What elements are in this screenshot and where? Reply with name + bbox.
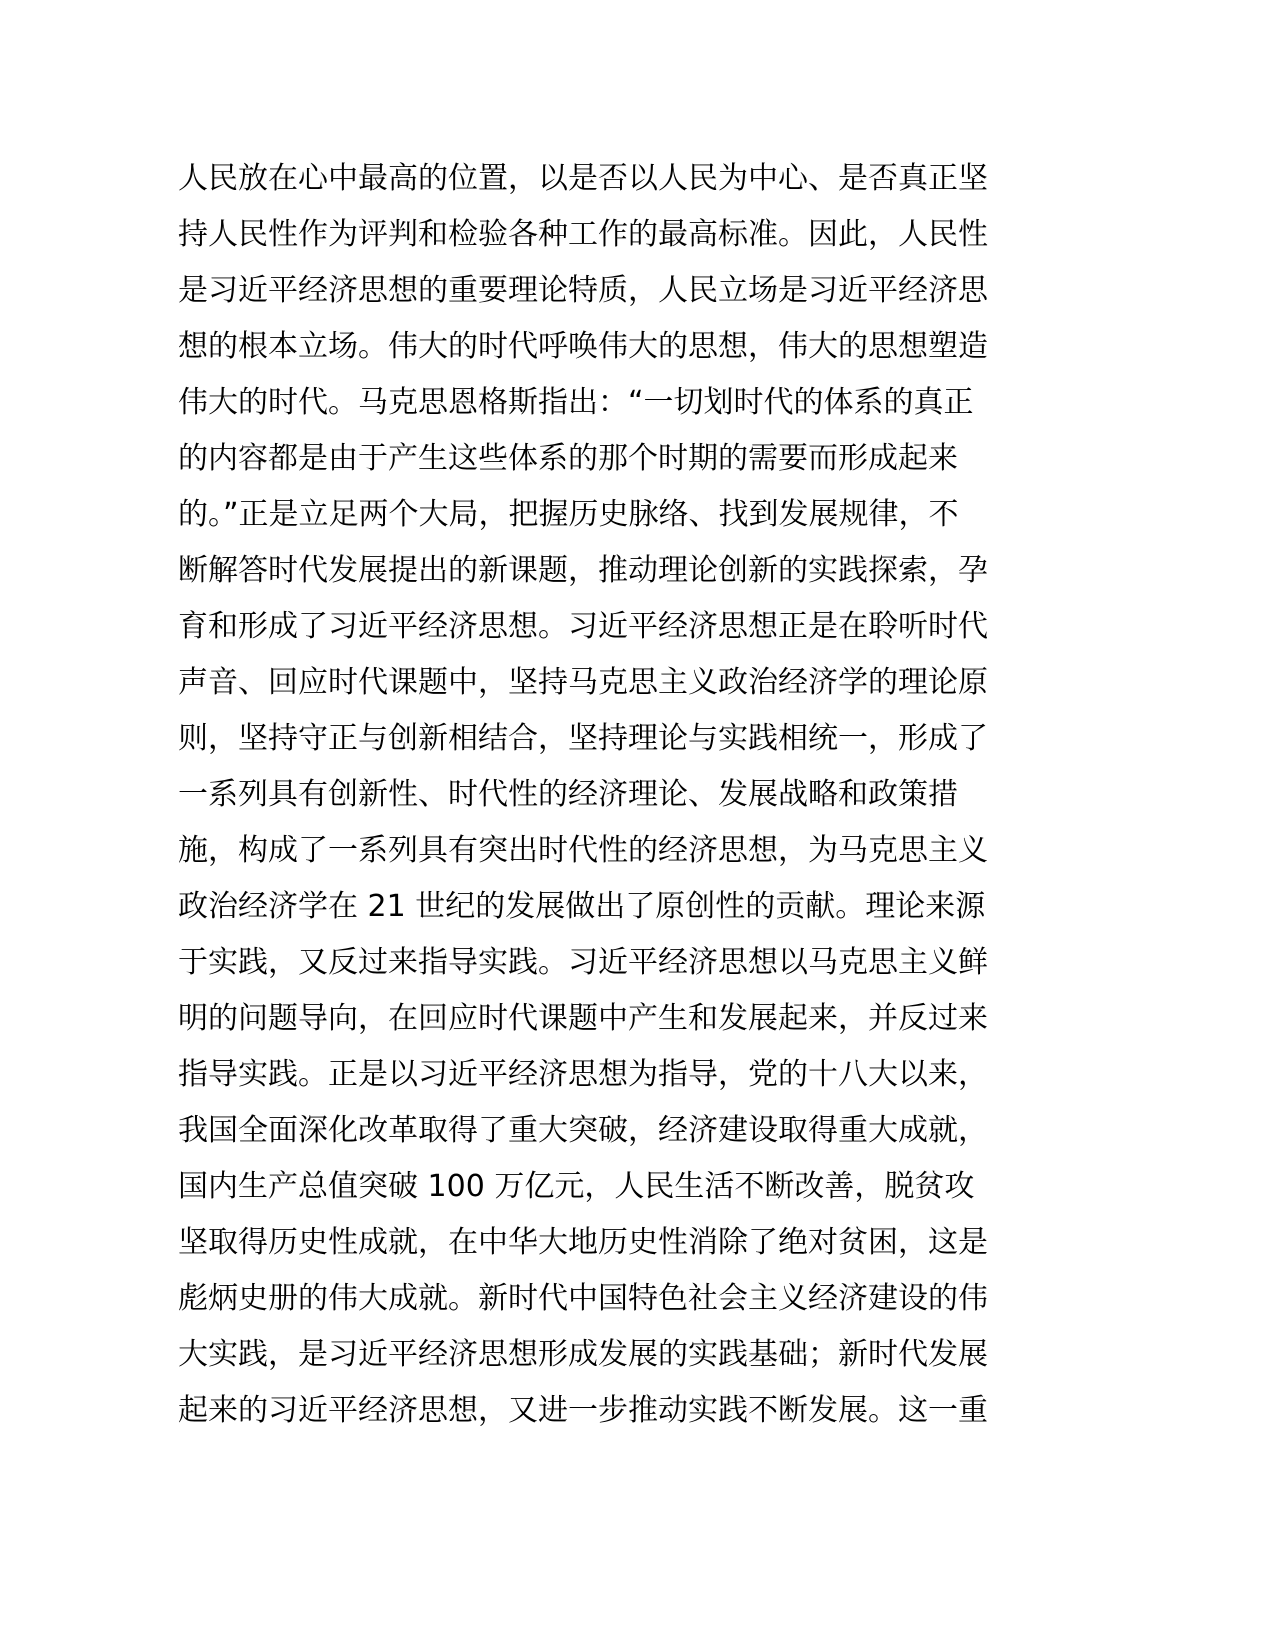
text-line: 人民放在心中最高的位置，以是否以人民为中心、是否真正坚	[178, 161, 988, 196]
text-line: 大实践，是习近平经济思想形成发展的实践基础；新时代发展	[178, 1337, 988, 1372]
body-paragraph	[178, 151, 1048, 1439]
text-line: 政治经济学在 21 世纪的发展做出了原创性的贡献。理论来源	[178, 889, 986, 924]
text-line: 育和形成了习近平经济思想。习近平经济思想正是在聆听时代	[178, 609, 988, 644]
text-line: 起来的习近平经济思想，又进一步推动实践不断发展。这一重	[178, 1393, 988, 1428]
text-line: 持人民性作为评判和检验各种工作的最高标准。因此，人民性	[178, 217, 988, 252]
text-line: 的。”正是立足两个大局，把握历史脉络、找到发展规律，不	[178, 497, 959, 532]
text-line: 想的根本立场。伟大的时代呼唤伟大的思想，伟大的思想塑造	[178, 329, 988, 364]
text-line: 彪炳史册的伟大成就。新时代中国特色社会主义经济建设的伟	[178, 1281, 988, 1316]
text-line: 我国全面深化改革取得了重大突破，经济建设取得重大成就，	[178, 1113, 988, 1148]
text-line: 的内容都是由于产生这些体系的那个时期的需要而形成起来	[178, 441, 958, 476]
text-line: 伟大的时代。马克思恩格斯指出：“一切划时代的体系的真正	[178, 385, 974, 420]
text-line: 断解答时代发展提出的新课题，推动理论创新的实践探索，孕	[178, 553, 988, 588]
text-line: 施，构成了一系列具有突出时代性的经济思想，为马克思主义	[178, 833, 988, 868]
text-line: 于实践，又反过来指导实践。习近平经济思想以马克思主义鲜	[178, 945, 988, 980]
text-line: 是习近平经济思想的重要理论特质，人民立场是习近平经济思	[178, 273, 988, 308]
text-line: 指导实践。正是以习近平经济思想为指导，党的十八大以来，	[178, 1057, 988, 1092]
text-line: 一系列具有创新性、时代性的经济理论、发展战略和政策措	[178, 777, 958, 812]
text-line: 则，坚持守正与创新相结合，坚持理论与实践相统一，形成了	[178, 721, 988, 756]
text-line: 国内生产总值突破 100 万亿元，人民生活不断改善，脱贫攻	[178, 1169, 975, 1204]
text-line: 声音、回应时代课题中，坚持马克思主义政治经济学的理论原	[178, 665, 988, 700]
text-line: 坚取得历史性成就，在中华大地历史性消除了绝对贫困，这是	[178, 1225, 988, 1260]
text-line: 明的问题导向，在回应时代课题中产生和发展起来，并反过来	[178, 1001, 988, 1036]
